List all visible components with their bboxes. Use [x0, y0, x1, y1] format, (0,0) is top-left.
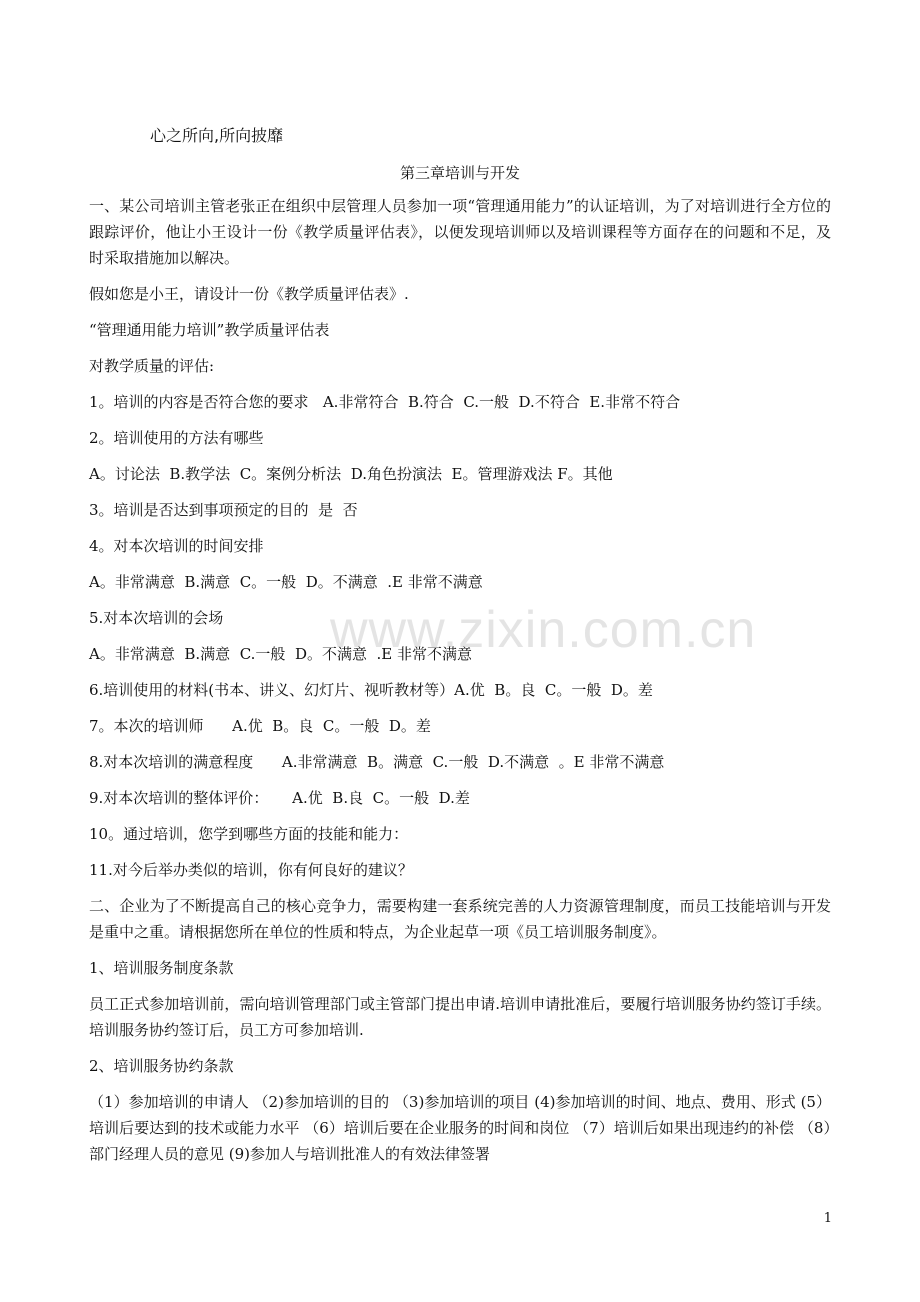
document-body — [89, 193, 831, 1177]
section1-task: 假如您是小王，请设计一份《教学质量评估表》. — [89, 285, 409, 303]
clause2-title: 2、培训服务协约条款 — [89, 1057, 234, 1075]
question-4: 4。对本次培训的时间安排 — [89, 537, 264, 555]
question-10: 10。通过培训，您学到哪些方面的技能和能力： — [89, 825, 409, 843]
question-8: 8.对本次培训的满意程度 A.非常满意 B。满意 C.一般 D.不满意 。E 非常不满意 — [89, 753, 665, 771]
section1-intro: 一、某公司培训主管老张正在组织中层管理人员参加一项“管理通用能力”的认证培训，为了对培训进行全方位的跟踪评价，他让小王设计一份《教学质量评估表》，以便发现培训师以及培训课程等方面存在的问题和不足，及时采取措施加以解决。 — [89, 197, 831, 267]
form-title: “管理通用能力培训”教学质量评估表 — [89, 321, 330, 339]
question-5: 5.对本次培训的会场 — [89, 609, 224, 627]
clause1-title: 1、培训服务制度条款 — [89, 959, 234, 977]
question-9: 9.对本次培训的整体评价： A.优 B.良 C。一般 D.差 — [89, 789, 470, 807]
question-6: 6.培训使用的材料(书本、讲义、幻灯片、视听教材等）A.优 B。良 C。一般 D。差 — [89, 681, 653, 699]
section2-intro: 二、企业为了不断提高自己的核心竞争力，需要构建一套系统完善的人力资源管理制度，而员工技能培训与开发是重中之重。请根据您所在单位的性质和特点，为企业起草一项《员工培训服务制度》。 — [89, 897, 831, 941]
question-3: 3。培训是否达到事项预定的目的 是 否 — [89, 501, 358, 519]
page-number: 1 — [823, 1211, 832, 1226]
chapter-title: 第三章培训与开发 — [399, 164, 520, 182]
question-1: 1。培训的内容是否符合您的要求 A.非常符合 B.符合 C.一般 D.不符合 E.非常不符合 — [89, 393, 681, 411]
clause1-text: 员工正式参加培训前，需向培训管理部门或主管部门提出申请.培训申请批准后，要履行培训服务协约签订手续。培训服务协约签订后，员工方可参加培训. — [89, 995, 831, 1039]
header-motto: 心之所向,所向披靡 — [150, 126, 284, 145]
evaluation-heading: 对教学质量的评估: — [89, 357, 215, 375]
question-7: 7。本次的培训师 A.优 B。良 C。一般 D。差 — [89, 717, 431, 735]
question-2: 2。培训使用的方法有哪些 — [89, 429, 264, 447]
question-4-options: A。非常满意 B.满意 C。一般 D。不满意 .E 非常不满意 — [89, 573, 483, 591]
clause2-text: （1）参加培训的申请人 （2)参加培训的目的 （3)参加培训的项目 (4)参加培训的时间、地点、费用、形式 (5）培训后要达到的技术或能力水平 （6）培训后要在企业服务的时间和岗位 （7）培训后如果出现违约的补偿 （8）部门经理人员的意见 (9)参加人与培训批准人的有效法律签署 — [89, 1093, 831, 1163]
question-2-options: A。讨论法 B.教学法 C。案例分析法 D.角色扮演法 E。管理游戏法 F。其他 — [89, 465, 613, 483]
question-11: 11.对今后举办类似的培训，你有何良好的建议？ — [89, 861, 413, 879]
question-5-options: A。非常满意 B.满意 C.一般 D。不满意 .E 非常不满意 — [89, 645, 472, 663]
watermark: www.zixin.com.cn — [330, 601, 757, 659]
